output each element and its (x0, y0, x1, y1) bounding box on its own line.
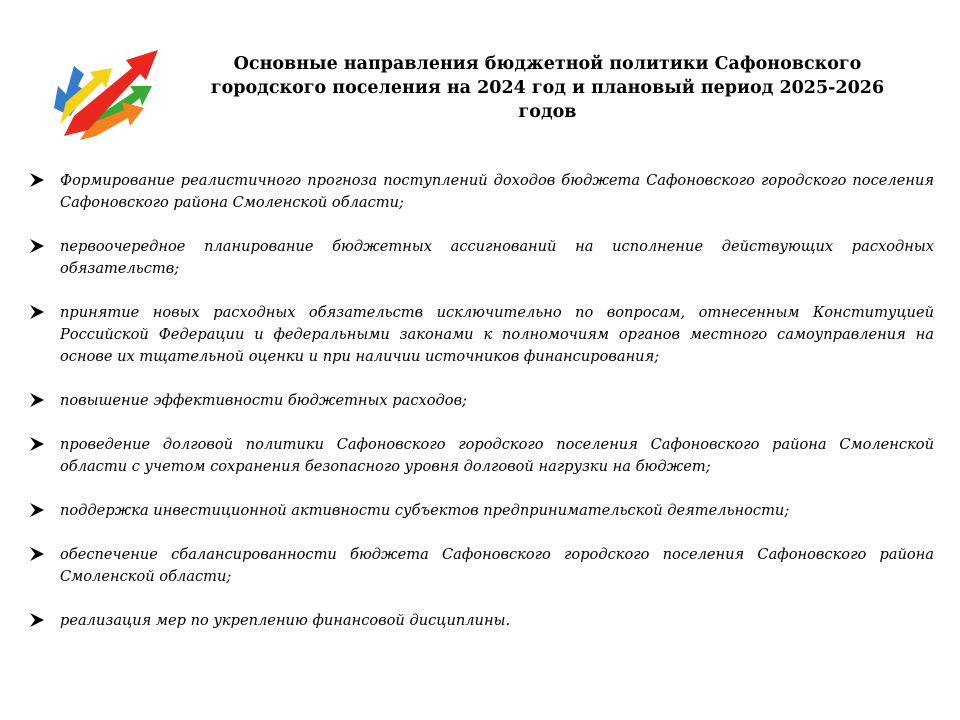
arrowhead-bullet-icon (28, 501, 46, 519)
list-item-text: поддержка инвестиционной активности субъектов предпринимательской деятельности; (60, 502, 790, 519)
arrowhead-bullet-icon (28, 171, 46, 189)
list-item-text: проведение долговой политики Сафоновского городского поселения Сафоновского района Смоленской области с учетом сохранения безопасного уровня долговой нагрузки на бюджет; (60, 436, 934, 475)
list-item (28, 610, 934, 632)
list-item-text: Формирование реалистичного прогноза поступлений доходов бюджета Сафоновского городского поселения Сафоновского района Смоленской области; (60, 172, 934, 211)
list-item (28, 170, 934, 214)
list-item-text: обеспечение сбалансированности бюджета Сафоновского городского поселения Сафоновского района Смоленской области; (60, 546, 934, 585)
list-item (28, 434, 934, 478)
title-line: годов (518, 102, 577, 122)
arrowhead-bullet-icon (28, 303, 46, 321)
title-line: городского поселения на 2024 год и плановый период 2025-2026 (210, 78, 885, 98)
list-item (28, 544, 934, 588)
list-item (28, 236, 934, 280)
arrowhead-bullet-icon (28, 391, 46, 409)
list-item-text: реализация мер по укреплению финансовой дисциплины. (60, 612, 511, 629)
arrowhead-bullet-icon (28, 435, 46, 453)
slide-title (175, 52, 920, 124)
list-item (28, 302, 934, 368)
policy-directions-list (28, 170, 934, 632)
list-item-text: принятие новых расходных обязательств исключительно по вопросам, отнесенным Конституцией Российской Федерации и федеральными законами к полномочиям органов местного самоуправления на основе их тщательной оценки и при наличии источников финансирования; (60, 304, 934, 365)
arrowhead-bullet-icon (28, 237, 46, 255)
arrowhead-bullet-icon (28, 611, 46, 629)
list-item (28, 390, 934, 412)
arrowhead-bullet-icon (28, 545, 46, 563)
list-item-text: первоочередное планирование бюджетных ассигнований на исполнение действующих расходных обязательств; (60, 238, 934, 277)
title-line: Основные направления бюджетной политики Сафоновского (233, 54, 862, 74)
list-item (28, 500, 934, 522)
list-item-text: повышение эффективности бюджетных расходов; (60, 392, 467, 409)
growth-arrows-logo-icon (50, 44, 164, 148)
